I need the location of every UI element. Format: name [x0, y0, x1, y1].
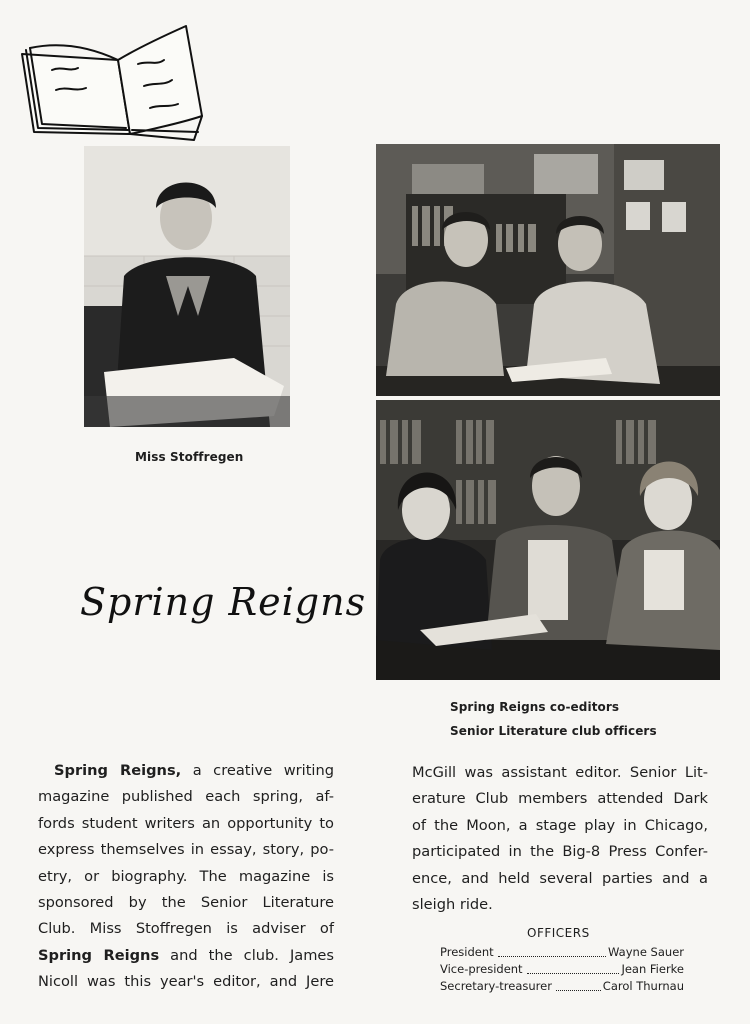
article-line: fords student writers an opportunity to	[38, 814, 334, 832]
open-book-icon	[18, 20, 204, 148]
officer-name: Jean Fierke	[621, 962, 684, 976]
article-line: Club. Miss Stoffregen is adviser of	[38, 920, 334, 938]
officers-caption: Senior Literature club officers	[450, 724, 657, 738]
magazine-name: Spring Reigns,	[54, 762, 182, 779]
officer-name: Carol Thurnau	[602, 979, 684, 993]
officer-row	[440, 978, 684, 995]
article-line: Spring Reigns and the club. James	[38, 946, 334, 964]
article-line: etry, or biography. The magazine is	[38, 867, 334, 885]
article-left-column	[38, 758, 334, 996]
article-line: magazine published each spring, af-	[38, 788, 334, 806]
adviser-caption: Miss Stoffregen	[135, 450, 244, 464]
officer-row	[440, 944, 684, 961]
leader-dots	[556, 978, 601, 991]
officers-list	[440, 944, 684, 995]
officer-role: Vice-president	[440, 962, 523, 976]
magazine-name: Spring Reigns	[38, 946, 160, 964]
adviser-photo	[84, 146, 290, 427]
article-line: sponsored by the Senior Literature	[38, 894, 334, 912]
officer-row	[440, 961, 684, 978]
article-line: express themselves in essay, story, po-	[38, 841, 334, 859]
officer-role: Secretary-treasurer	[440, 979, 552, 993]
officers-photo	[376, 400, 720, 680]
coeditors-photo	[376, 144, 720, 396]
article-line: ence, and held several parties and a	[412, 869, 708, 887]
article-line: of the Moon, a stage play in Chicago,	[412, 816, 708, 834]
leader-dots	[527, 961, 620, 974]
article-line: McGill was assistant editor. Senior Lit-	[412, 764, 708, 781]
article-line: Spring Reigns, a creative writing	[54, 762, 334, 779]
article-line: Nicoll was this year's editor, and Jere	[38, 973, 334, 991]
article-line: sleigh ride.	[412, 896, 493, 914]
page-title: Spring Reigns	[80, 580, 367, 624]
officer-role: President	[440, 945, 494, 959]
officers-heading: OFFICERS	[527, 926, 590, 940]
article-line: participated in the Big-8 Press Confer-	[412, 843, 708, 861]
coeditors-caption: Spring Reigns co-editors	[450, 700, 620, 714]
officer-name: Wayne Sauer	[608, 945, 684, 959]
leader-dots	[498, 944, 606, 957]
article-line: erature Club members attended Dark	[412, 790, 708, 808]
article-right-column	[412, 760, 708, 918]
